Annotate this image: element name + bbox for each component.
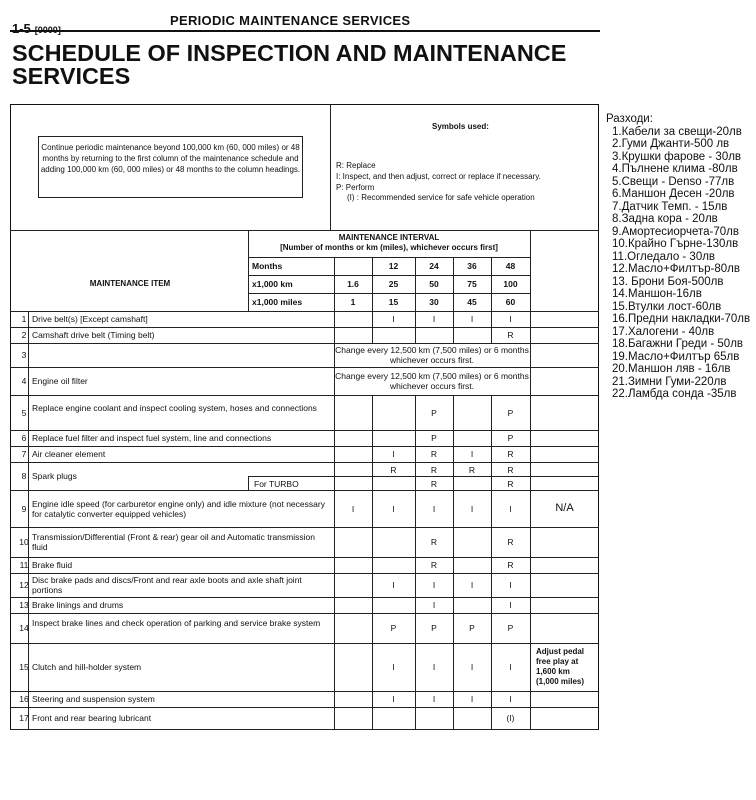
unit-value: 15	[388, 297, 399, 307]
grid-vline	[334, 395, 335, 430]
row-mark: I	[509, 314, 512, 324]
page-number: 1-5 [0000]	[12, 21, 61, 36]
row-item: Engine idle speed (for carburetor engine only) and idle mixture (not necessary for catalytic converter equipped vehicles)	[32, 498, 325, 519]
unit-label: x1,000 miles	[252, 297, 303, 307]
expense-item: 17.Халогени - 40лв	[612, 325, 715, 338]
grid-vline	[334, 643, 335, 691]
grid-hline	[10, 367, 599, 368]
row-mark: I	[432, 694, 436, 704]
grid-vline	[453, 597, 454, 613]
row-mark: I	[470, 314, 474, 324]
row-mark: R	[390, 465, 397, 475]
row-mark: I	[392, 449, 395, 459]
row-mark: I	[470, 580, 474, 590]
interval-subheading: [Number of months or km (miles), whichever occurs first]	[280, 243, 498, 252]
grid-vline	[453, 257, 454, 311]
grid-vline	[334, 327, 335, 343]
unit-label: Months	[252, 261, 283, 271]
row-number: 13	[19, 600, 29, 610]
grid-hline	[10, 729, 599, 730]
item-header: MAINTENANCE ITEM	[89, 279, 171, 288]
row-mark: P	[431, 407, 437, 418]
unit-value: 12	[388, 261, 399, 271]
row-mark: R	[507, 560, 514, 570]
grid-hline	[248, 293, 530, 294]
row-number: 12	[19, 580, 29, 590]
grid-vline	[372, 395, 373, 430]
grid-hline	[10, 490, 599, 491]
expense-item: 18.Багажни Греди - 50лв	[612, 338, 744, 350]
expense-item: 20.Маншон ляв - 16лв	[612, 363, 731, 375]
grid-vline	[372, 257, 373, 311]
expense-item: 6.Маншон Десен -20лв	[612, 188, 735, 200]
row-item: Replace fuel filter and inspect fuel system, line and connections	[32, 433, 272, 443]
row-item: Air cleaner element	[32, 449, 106, 459]
row-item: Front and rear bearing lubricant	[32, 713, 152, 723]
grid-vline	[372, 327, 373, 343]
row-number: 3	[21, 350, 27, 360]
row-mark: P	[431, 433, 437, 443]
expense-item: 9.Амортесиорчета-70лв	[612, 225, 739, 238]
unit-value: 50	[429, 279, 439, 289]
unit-label: x1,000 km	[252, 279, 293, 289]
row-mark: I	[392, 694, 395, 704]
row-number: 16	[19, 694, 29, 704]
row-mark: P	[431, 623, 437, 633]
row-mark: P	[469, 623, 475, 633]
row-mark: I	[432, 503, 436, 514]
grid-hline	[10, 446, 599, 447]
grid-hline	[10, 343, 599, 344]
row-mark: R	[430, 537, 438, 547]
symbols-heading: Symbols used:	[432, 122, 489, 131]
grid-hline	[10, 395, 599, 396]
page-title-line1: SCHEDULE OF INSPECTION AND MAINTENANCE	[12, 40, 567, 66]
row-number: 1	[21, 314, 27, 324]
continue-note: Continue periodic maintenance beyond 100,000 km (60, 000 miles) or 48 months by returning to the first column of the maintenance schedule and adding 100,000 km (60, 000 miles) or 48 months to the column headings.	[38, 136, 303, 198]
row-submark: R	[507, 479, 514, 489]
expense-item: 21.Зимни Гуми-220лв	[612, 375, 727, 388]
grid-vline	[453, 707, 454, 729]
grid-hline	[10, 691, 599, 692]
row-mark: R	[507, 537, 514, 547]
grid-vline	[334, 707, 335, 729]
row-mark: R	[430, 465, 438, 475]
row-mark: I	[470, 662, 474, 672]
row-item: Replace engine coolant and inspect cooling system, hoses and connections	[32, 402, 317, 413]
grid-vline	[415, 257, 416, 311]
unit-value: 45	[467, 297, 477, 307]
grid-vline	[453, 527, 454, 557]
grid-vline	[530, 230, 531, 730]
symbol-p: P: Perform	[336, 183, 375, 192]
change-note: Change every 12,500 km (7,500 miles) or 6 months whichever occurs first.	[335, 371, 529, 391]
row-number: 2	[21, 330, 27, 340]
grid-hline	[10, 230, 599, 231]
expense-notes-title: Разходи:	[606, 113, 653, 125]
expense-notes	[606, 113, 754, 401]
section-header: PERIODIC MAINTENANCE SERVICES	[170, 13, 411, 28]
grid-hline	[248, 257, 530, 258]
row-mark: R	[507, 330, 514, 340]
row-mark: R	[430, 449, 438, 459]
unit-value: 48	[505, 261, 516, 271]
row-item: Transmission/Differential (Front & rear) gear oil and Automatic transmission fluid	[32, 532, 315, 552]
expense-list	[606, 126, 754, 401]
row-mark: I	[351, 503, 355, 514]
row-submark: R	[430, 479, 438, 489]
grid-hline	[10, 643, 599, 644]
row-mark: I	[470, 503, 474, 514]
expense-item: 19.Масло+Филтър 65лв	[612, 350, 740, 363]
expense-item: 15.Втулки лост-60лв	[612, 300, 722, 313]
row-number: 14	[19, 623, 29, 633]
row-mark: R	[507, 465, 514, 475]
grid-hline	[10, 527, 599, 528]
grid-vline	[330, 104, 331, 230]
grid-hline	[10, 462, 599, 463]
row-item: Drive belt(s) [Except camshaft]	[32, 314, 148, 324]
row-mark: I	[509, 580, 512, 590]
grid-vline	[453, 327, 454, 343]
grid-vline	[334, 597, 335, 613]
grid-vline	[491, 257, 492, 311]
unit-value: 36	[467, 261, 477, 271]
row-item: Brake linings and drums	[32, 600, 124, 610]
symbol-paren: (I) : Recommended service for safe vehicle operation	[347, 193, 535, 202]
row-mark: I	[392, 503, 395, 514]
unit-value: 1.6	[347, 279, 359, 289]
expense-item: 8.Задна кора - 20лв	[612, 213, 718, 225]
expense-item: 4.Пълнене клима -80лв	[612, 163, 738, 175]
expense-item: 22.Ламбда сонда -35лв	[612, 388, 737, 400]
grid-vline	[453, 395, 454, 430]
unit-value: 75	[467, 279, 477, 289]
row-mark: I	[470, 694, 474, 704]
grid-hline	[10, 311, 599, 312]
grid-hline	[10, 573, 599, 574]
row-mark: I	[432, 662, 436, 672]
grid-vline	[334, 691, 335, 707]
row-mark: P	[507, 433, 514, 443]
expense-item: 13. Брони Боя-500лв	[612, 275, 724, 288]
grid-vline	[334, 527, 335, 557]
grid-hline	[10, 597, 599, 598]
row-number: 11	[19, 560, 29, 570]
grid-vline	[372, 707, 373, 729]
row-sublabel: For TURBO	[254, 479, 299, 489]
grid-vline	[334, 430, 335, 446]
grid-hline	[248, 275, 530, 276]
row-number: 5	[21, 407, 27, 418]
row-mark: R	[430, 560, 438, 570]
grid-vline	[453, 557, 454, 573]
unit-value: 30	[429, 297, 439, 307]
interval-heading: MAINTENANCE INTERVAL	[338, 233, 440, 242]
grid-hline	[10, 613, 599, 614]
grid-vline	[28, 311, 29, 730]
grid-hline	[10, 430, 599, 431]
expense-item: 1.Кабели за свещи-20лв	[612, 125, 742, 138]
row-number: 7	[21, 449, 27, 459]
grid-vline	[415, 327, 416, 343]
grid-vline	[248, 476, 249, 490]
grid-vline	[334, 613, 335, 643]
row-number: 8	[21, 471, 27, 481]
row-number: 6	[21, 433, 27, 443]
symbol-i: I: Inspect, and then adjust, correct or replace if necessary.	[336, 172, 541, 181]
unit-value: 24	[429, 261, 439, 271]
row-mark: I	[392, 314, 395, 324]
row-item: Disc brake pads and discs/Front and rear axle boots and axle shaft joint portions	[32, 575, 302, 595]
grid-vline	[334, 557, 335, 573]
row-mark: R	[507, 449, 514, 459]
row-item: Spark plugs	[32, 471, 77, 481]
row-mark: I	[509, 600, 512, 610]
row-mark: I	[509, 694, 512, 704]
row-item: Engine oil filter	[32, 376, 88, 386]
unit-value: 60	[505, 297, 516, 307]
grid-hline	[10, 707, 599, 708]
expense-item: 2.Гуми Джанти-500 лв	[612, 138, 730, 150]
change-note: Change every 12,500 km (7,500 miles) or 6 months whichever occurs first.	[335, 345, 529, 365]
row-mark: I	[432, 580, 436, 590]
grid-vline	[372, 430, 373, 446]
header-rule	[10, 30, 600, 32]
row-mark: I	[392, 580, 395, 590]
grid-hline	[248, 476, 599, 477]
grid-vline	[372, 597, 373, 613]
row-number: 10	[19, 537, 29, 547]
page-title-line2: SERVICES	[12, 63, 131, 89]
expense-item: 3.Крушки фарове - 30лв	[612, 150, 742, 163]
grid-vline	[334, 573, 335, 597]
expense-item: 14.Маншон-16лв	[612, 288, 702, 300]
row-mark: I	[392, 662, 395, 672]
row-number: 15	[19, 662, 29, 672]
row-number: 9	[21, 503, 27, 514]
grid-vline	[334, 462, 335, 490]
expense-item: 16.Предни накладки-70лв	[612, 313, 751, 325]
row-mark: I	[509, 503, 512, 514]
unit-value: 100	[503, 279, 518, 289]
expense-item: 5.Свещи - Denso -77лв	[612, 175, 735, 188]
row-item: Inspect brake lines and check operation of parking and service brake system	[32, 618, 321, 628]
page-code: [0000]	[34, 25, 61, 35]
row-mark: P	[390, 623, 397, 633]
expense-item: 11.Огледало - 30лв	[612, 250, 716, 263]
symbol-r: R: Replace	[336, 161, 376, 170]
grid-vline	[372, 557, 373, 573]
row-mark: P	[507, 623, 514, 633]
row-mark: I	[432, 600, 436, 610]
expense-item: 10.Крайно Гърне-130лв	[612, 238, 739, 250]
grid-vline	[372, 527, 373, 557]
row-extra: N/A	[555, 501, 574, 514]
row-number: 17	[19, 713, 29, 723]
grid-vline	[334, 257, 335, 311]
row-mark: P	[507, 407, 514, 418]
row-number: 4	[21, 376, 27, 386]
row-mark: (I)	[506, 713, 515, 723]
row-mark: I	[470, 449, 474, 459]
grid-vline	[334, 311, 335, 327]
row-extra: Adjust pedal free play at 1,600 km (1,000 miles)	[536, 647, 585, 686]
row-item: Steering and suspension system	[32, 694, 155, 704]
row-item: Camshaft drive belt (Timing belt)	[32, 330, 155, 340]
expense-item: 7.Датчик Темп. - 15лв	[612, 200, 728, 213]
row-item: Clutch and hill-holder system	[32, 662, 142, 672]
grid-vline	[453, 430, 454, 446]
grid-hline	[10, 327, 599, 328]
row-mark: R	[468, 465, 476, 475]
unit-value: 25	[388, 279, 399, 289]
grid-vline	[415, 707, 416, 729]
grid-vline	[334, 446, 335, 462]
grid-hline	[10, 557, 599, 558]
row-mark: I	[509, 662, 512, 672]
row-item: Brake fluid	[32, 560, 73, 570]
row-mark: I	[432, 314, 436, 324]
expense-item: 12.Масло+Филтър-80лв	[612, 263, 740, 275]
unit-value: 1	[350, 297, 356, 307]
